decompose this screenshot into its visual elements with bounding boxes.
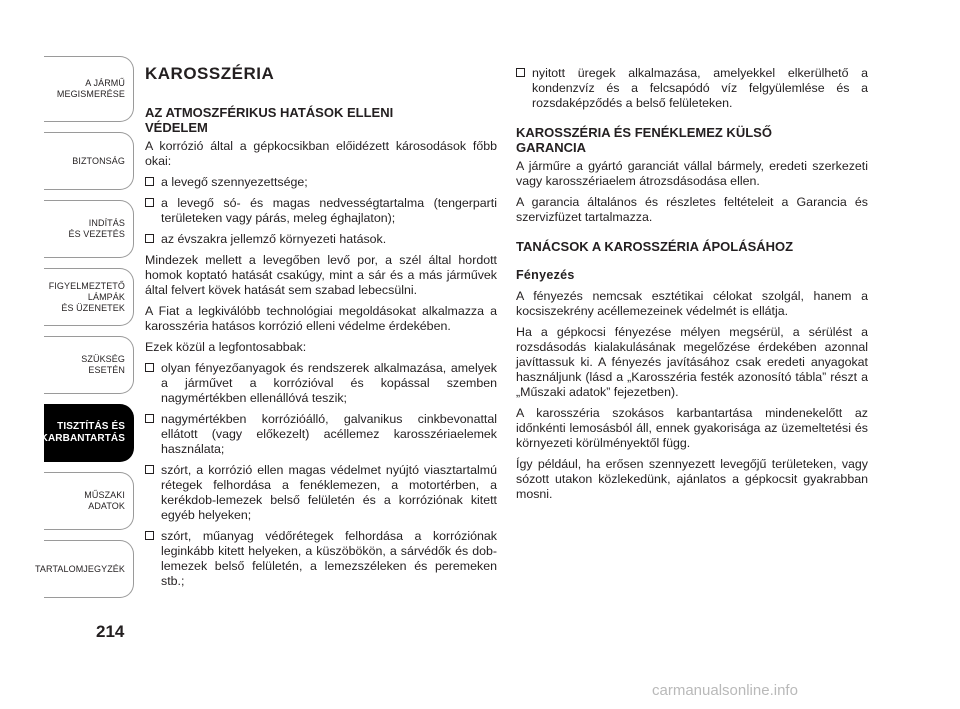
paragraph: A járműre a gyártó garanciát vállal bármely, eredeti szerkezeti vagy karosszériaelem átrozsdásodása ellen. <box>516 159 868 188</box>
paragraph: A karosszéria szokásos karbantartása mindenekelőtt az időnkénti lemosásból áll, ennek gyakorisága az üzemeltetési és környezeti körülményektől függ. <box>516 406 868 450</box>
tab-vehicle-overview[interactable] <box>44 56 134 122</box>
heading-paintwork: Fényezés <box>516 268 575 282</box>
checkbox-bullet-icon <box>145 363 154 372</box>
checkbox-bullet-icon <box>145 414 154 423</box>
tab-emergency[interactable] <box>44 336 134 394</box>
watermark: carmanualsonline.info <box>652 682 798 699</box>
tab-label: TISZTÍTÁS ÉS KARBANTARTÁS <box>40 421 125 444</box>
paragraph: Így például, ha erősen szennyezett levegőjű területeken, vagy sózott utakon közlekedünk, ajánlatos a gépkocsit gyakrabban mosni. <box>516 457 868 501</box>
paragraph: A fényezés nemcsak esztétikai célokat szolgál, hanem a kocsiszekrény acéllemezeinek védelmét is ellátja. <box>516 289 868 318</box>
tab-safety[interactable] <box>44 132 134 190</box>
tab-label: TARTALOMJEGYZÉK <box>34 563 125 574</box>
tab-label: A JÁRMŰ MEGISMERÉSE <box>56 78 125 99</box>
tab-cleaning-maintenance[interactable] <box>40 404 134 462</box>
list-item <box>145 196 497 226</box>
tab-label: MŰSZAKI ADATOK <box>84 490 125 511</box>
checkbox-bullet-icon <box>145 234 154 243</box>
list-item <box>145 232 497 247</box>
paragraph: Mindezek mellett a levegőben levő por, a szél által hordott homok koptató hatását csakúgy, mint a sár és a más járművek által felvert kövek hatását sem szabad lebecsülni. <box>145 253 497 297</box>
heading-atmospheric-protection: AZ ATMOSZFÉRIKUS HATÁSOK ELLENI VÉDELEM <box>145 105 394 135</box>
checkbox-bullet-icon <box>145 465 154 474</box>
tab-contents[interactable] <box>34 540 134 598</box>
list-item-text: a levegő só- és magas nedvességtartalma (tengerparti területeken vagy párás, meleg éghajlaton); <box>161 196 497 225</box>
tab-label: FIGYELMEZTETŐ LÁMPÁK ÉS ÜZENETEK <box>48 280 125 313</box>
left-column <box>145 66 497 595</box>
list-item-text: szórt, műanyag védőrétegek felhordása a korróziónak leginkább kitett helyeken, a küszöbökön, a sárvédők és dob-lemezek belső felületén, a lemezszéleken és peremeken stb.; <box>161 529 497 588</box>
list-item-text: a levegő szennyezettsége; <box>161 175 308 189</box>
checkbox-bullet-icon <box>516 68 525 77</box>
heading-body-guarantee: KAROSSZÉRIA ÉS FENÉKLEMEZ KÜLSŐ GARANCIA <box>516 125 772 155</box>
tab-starting-driving[interactable] <box>44 200 134 258</box>
page-number: 214 <box>96 622 125 641</box>
list-item <box>145 463 497 523</box>
tab-label: BIZTONSÁG <box>72 155 125 166</box>
list-item-text: olyan fényezőanyagok és rendszerek alkalmazása, amelyek a járművet a korrózióval és kopással szemben nagymértékben ellenállóvá teszik; <box>161 361 497 405</box>
page-title: KAROSSZÉRIA <box>145 64 275 83</box>
paragraph: A garancia általános és részletes feltételeit a Garancia és szervizfüzet tartalmazza. <box>516 195 868 224</box>
list-item <box>145 175 497 190</box>
paragraph: Ha a gépkocsi fényezése mélyen megsérül, a sérülést a rozsdásodás kialakulásának megelőzése érdekében azonnal javíttassuk ki. A fényezés javításához csak eredeti anyagokat használjunk (lásd a „Karosszéria festék azonosító tábla” részt a „Műszaki adatok” fejezetben). <box>516 325 868 399</box>
list-item-text: szórt, a korrózió ellen magas védelmet nyújtó viasztartalmú rétegek felhordása a fenéklemezen, a motortérben, a kerékdob-lemezek belső felületén és a korróziónak kitett egyéb helyeken; <box>161 463 497 522</box>
checkbox-bullet-icon <box>145 177 154 186</box>
list-item-text: nagymértékben korrózióálló, galvanikus cinkbevonattal ellátott (vagy előkezelt) acéllemez karosszériaelemek használata; <box>161 412 497 456</box>
list-item <box>145 412 497 457</box>
checkbox-bullet-icon <box>145 531 154 540</box>
tab-warning-lights[interactable] <box>44 268 134 326</box>
chapter-sidebar <box>34 56 134 608</box>
tab-technical-data[interactable] <box>44 472 134 530</box>
list-item-text: nyitott üregek alkalmazása, amelyekkel elkerülhető a kondenzvíz és a felcsapódó víz felgyülemlése és a rozsdaképződés a belső felületeken. <box>532 66 868 110</box>
right-column <box>516 66 868 508</box>
list-item-text: az évszakra jellemző környezeti hatások. <box>161 232 387 246</box>
paragraph: A korrózió által a gépkocsikban előidézett károsodások főbb okai: <box>145 139 497 168</box>
list-item <box>516 66 868 111</box>
tab-label: INDÍTÁS ÉS VEZETÉS <box>68 218 125 239</box>
paragraph: Ezek közül a legfontosabbak: <box>145 340 307 354</box>
tab-label: SZÜKSÉG ESETÉN <box>81 354 125 375</box>
list-item <box>145 529 497 589</box>
heading-body-care-tips: TANÁCSOK A KAROSSZÉRIA ÁPOLÁSÁHOZ <box>516 239 794 254</box>
paragraph: A Fiat a legkiválóbb technológiai megoldásokat alkalmazza a karosszéria hatásos korrózió elleni védelme érdekében. <box>145 304 497 333</box>
checkbox-bullet-icon <box>145 198 154 207</box>
list-item <box>145 361 497 406</box>
